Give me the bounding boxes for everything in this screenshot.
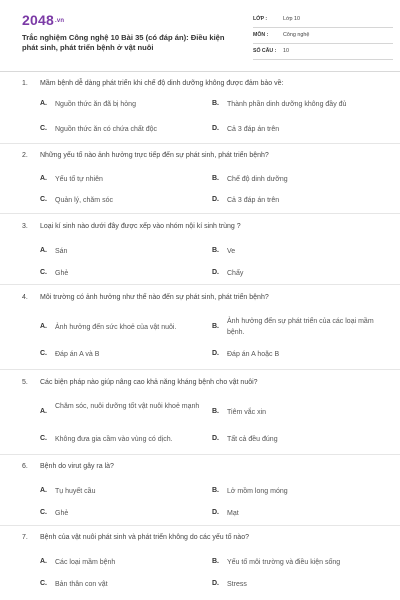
- option-d[interactable]: Mạt: [227, 510, 239, 517]
- option-letter: B.: [212, 323, 219, 330]
- meta-label: SỐ CÂU :: [253, 48, 277, 54]
- quiz-meta: [253, 12, 393, 60]
- option-letter: A.: [40, 558, 47, 565]
- option-letter: A.: [40, 487, 47, 494]
- option-d[interactable]: Đáp án A hoặc B: [227, 351, 280, 358]
- option-c[interactable]: Đáp án A và B: [55, 351, 100, 358]
- question-text: Loại kí sinh nào dưới đây được xếp vào nhóm nội kí sinh trùng ?: [40, 223, 241, 230]
- option-letter: C.: [40, 125, 47, 132]
- option-a[interactable]: Nguồn thức ăn đã bị hỏng: [55, 101, 136, 108]
- option-letter: A.: [40, 323, 47, 330]
- question-number: 6.: [22, 463, 28, 470]
- page-title: Trắc nghiệm Công nghệ 10 Bài 35 (có đáp án): Điều kiện phát sinh, phát triển bệnh ở vật nuôi: [22, 33, 225, 52]
- option-b[interactable]: Tiêm vắc xin: [227, 409, 267, 416]
- option-c[interactable]: Ghẻ: [55, 510, 69, 517]
- option-a[interactable]: Chăm sóc, nuôi dưỡng tốt vật nuôi khoẻ mạnh: [55, 403, 200, 410]
- option-letter: D.: [212, 196, 219, 203]
- meta-value: 10: [283, 48, 289, 54]
- site-logo[interactable]: [22, 12, 64, 28]
- meta-value: Công nghệ: [283, 32, 310, 38]
- option-c[interactable]: Ghẻ: [55, 270, 69, 277]
- question-number: 1.: [22, 80, 28, 87]
- question-text: Môi trường có ảnh hưởng như thế nào đến sự phát sinh, phát triển bệnh?: [40, 294, 269, 301]
- header-divider: [0, 71, 400, 72]
- option-b[interactable]: Yếu tố môi trường và điều kiện sống: [227, 559, 341, 566]
- option-d[interactable]: Cả 3 đáp án trên: [227, 197, 280, 204]
- option-d[interactable]: Tất cả đều đúng: [227, 436, 278, 443]
- option-letter: B.: [212, 247, 219, 254]
- question-number: 2.: [22, 152, 28, 159]
- question-number: 3.: [22, 223, 28, 230]
- option-letter: D.: [212, 350, 219, 357]
- logo-text: 2048: [22, 12, 54, 28]
- option-letter: D.: [212, 580, 219, 587]
- question-divider: [0, 284, 400, 285]
- option-c[interactable]: Nguồn thức ăn có chứa chất độc: [55, 126, 157, 133]
- question-number: 5.: [22, 379, 28, 386]
- option-letter: A.: [40, 100, 47, 107]
- option-letter: C.: [40, 580, 47, 587]
- option-d[interactable]: Chấy: [227, 270, 244, 277]
- option-letter: A.: [40, 408, 47, 415]
- option-letter: B.: [212, 487, 219, 494]
- option-letter: C.: [40, 269, 47, 276]
- option-b[interactable]: Ảnh hưởng đến sự phát triển của các loại mầm bệnh.: [227, 318, 374, 336]
- page-header: [0, 0, 400, 70]
- option-letter: B.: [212, 558, 219, 565]
- option-letter: D.: [212, 435, 219, 442]
- option-c[interactable]: Không đưa gia cầm vào vùng có dịch.: [55, 436, 173, 443]
- question-text: Mầm bệnh dễ dàng phát triển khi chế độ dinh dưỡng không được đảm bảo về:: [40, 80, 284, 87]
- option-b[interactable]: Ve: [227, 248, 236, 255]
- option-a[interactable]: Sán: [55, 248, 68, 255]
- option-letter: D.: [212, 269, 219, 276]
- option-d[interactable]: Stress: [227, 581, 247, 588]
- option-letter: D.: [212, 125, 219, 132]
- meta-row-count: [253, 44, 393, 60]
- logo-suffix: .vn: [54, 18, 65, 25]
- option-a[interactable]: Các loại mầm bệnh: [55, 559, 116, 566]
- option-letter: A.: [40, 175, 47, 182]
- option-b[interactable]: Thành phần dinh dưỡng không đầy đủ: [227, 101, 347, 108]
- option-c[interactable]: Quản lý, chăm sóc: [55, 197, 113, 204]
- meta-row-class: [253, 12, 393, 28]
- option-b[interactable]: Chế độ dinh dưỡng: [227, 176, 288, 183]
- question-divider: [0, 525, 400, 526]
- meta-row-subject: [253, 28, 393, 44]
- option-letter: C.: [40, 196, 47, 203]
- option-letter: C.: [40, 350, 47, 357]
- question-divider: [0, 143, 400, 144]
- meta-label: MÔN :: [253, 32, 269, 38]
- question-text: Những yếu tố nào ảnh hưởng trực tiếp đến sự phát sinh, phát triển bệnh?: [40, 152, 269, 159]
- option-a[interactable]: Yếu tố tự nhiên: [55, 176, 103, 183]
- option-b[interactable]: Lở mồm long móng: [227, 488, 288, 495]
- question-number: 7.: [22, 534, 28, 541]
- question-divider: [0, 369, 400, 370]
- meta-label: LỚP :: [253, 16, 268, 22]
- option-letter: B.: [212, 100, 219, 107]
- question-text: Các biện pháp nào giúp nâng cao khả năng kháng bệnh cho vật nuôi?: [40, 379, 258, 386]
- question-text: Bệnh của vật nuôi phát sinh và phát triển không do các yếu tố nào?: [40, 534, 249, 541]
- question-divider: [0, 213, 400, 214]
- question-number: 4.: [22, 294, 28, 301]
- option-a[interactable]: Tụ huyết cầu: [55, 488, 96, 495]
- option-letter: C.: [40, 509, 47, 516]
- meta-value: Lớp 10: [283, 16, 301, 22]
- option-d[interactable]: Cả 3 đáp án trên: [227, 126, 280, 133]
- question-text: Bệnh do virut gây ra là?: [40, 463, 114, 470]
- option-letter: B.: [212, 408, 219, 415]
- question-divider: [0, 454, 400, 455]
- option-letter: C.: [40, 435, 47, 442]
- option-letter: B.: [212, 175, 219, 182]
- option-letter: A.: [40, 247, 47, 254]
- option-c[interactable]: Bản thân con vật: [55, 581, 108, 588]
- option-a[interactable]: Ảnh hưởng đến sức khoẻ của vật nuôi.: [55, 324, 177, 331]
- option-letter: D.: [212, 509, 219, 516]
